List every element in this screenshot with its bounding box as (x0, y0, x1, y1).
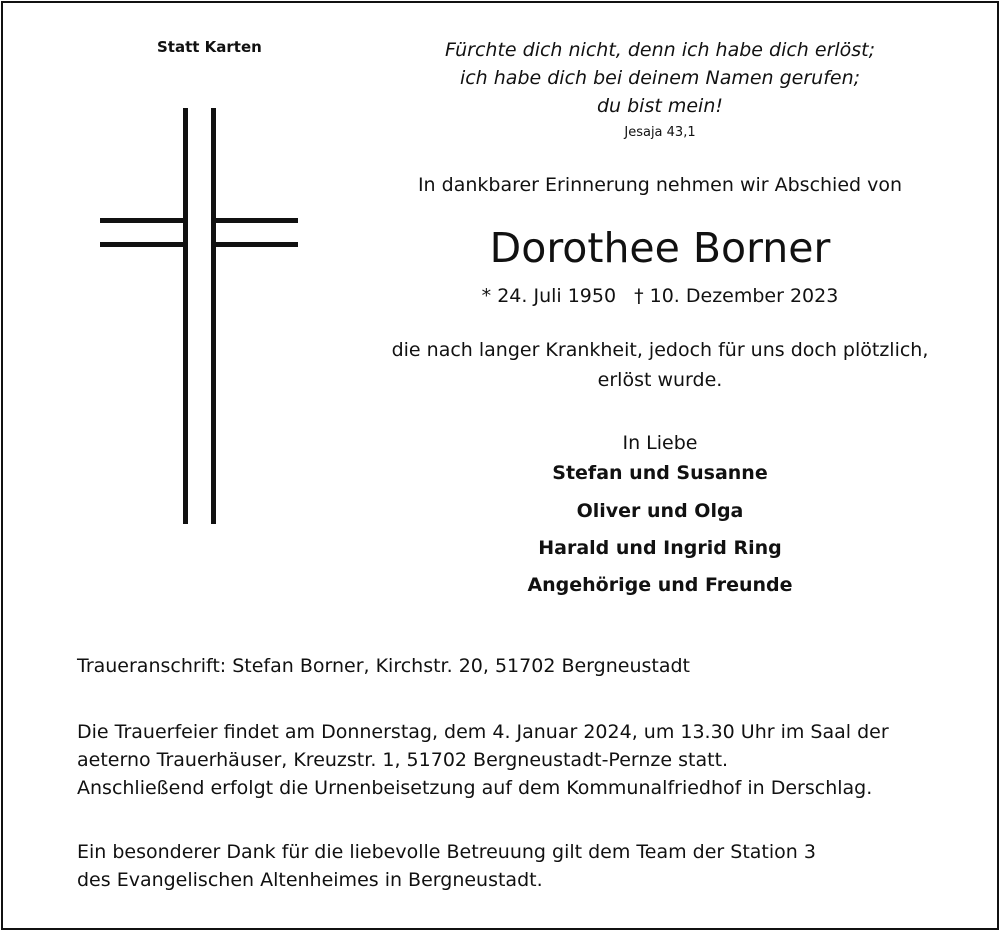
thanks-note (77, 838, 816, 894)
thanks-line: des Evangelischen Altenheimes in Bergneustadt. (77, 869, 543, 891)
phrase-line: die nach langer Krankheit, jedoch für uns doch plötzlich, (391, 339, 929, 361)
phrase-line: erlöst wurde. (597, 369, 723, 391)
life-dates (360, 285, 960, 307)
mourner-name: Harald und Ingrid Ring (538, 537, 782, 559)
cross-horizontal-top-right (211, 218, 298, 223)
cross-horizontal-bottom-right (211, 242, 298, 247)
birth-date: * 24. Juli 1950 (481, 285, 617, 307)
in-liebe-label: In Liebe (622, 432, 698, 454)
cross-vertical-right (211, 108, 216, 524)
death-date: † 10. Dezember 2023 (634, 285, 839, 307)
bible-verse (440, 36, 880, 120)
verse-line: ich habe dich bei deinem Namen gerufen; (459, 67, 861, 89)
verse-line: Fürchte dich nicht, denn ich habe dich erlöst; (444, 39, 876, 61)
intro-line: In dankbarer Erinnerung nehmen wir Abschied von (417, 174, 903, 196)
ceremony-line: aeterno Trauerhäuser, Kreuzstr. 1, 51702 Bergneustadt-Pernze statt. (77, 749, 729, 771)
statt-karten-label: Statt Karten (157, 38, 262, 56)
cross-horizontal-bottom-left (100, 242, 188, 247)
cross-vertical-left (183, 108, 188, 524)
mourning-address: Traueranschrift: Stefan Borner, Kirchstr. 20, 51702 Bergneustadt (77, 655, 690, 677)
thanks-line: Ein besonderer Dank für die liebevolle Betreuung gilt dem Team der Station 3 (77, 841, 816, 863)
deceased-name: Dorothee Borner (489, 224, 831, 272)
cross-horizontal-top-left (100, 218, 188, 223)
ceremony-line: Anschließend erfolgt die Urnenbeisetzung auf dem Kommunalfriedhof in Derschlag. (77, 777, 873, 799)
mourner-name: Angehörige und Freunde (527, 574, 793, 596)
mourner-name: Oliver und Olga (576, 500, 744, 522)
notice-phrase (360, 335, 960, 395)
ceremony-line: Die Trauerfeier findet am Donnerstag, dem 4. Januar 2024, um 13.30 Uhr im Saal der (77, 721, 889, 743)
verse-line: du bist mein! (596, 95, 723, 117)
cross-icon (100, 108, 300, 524)
mourner-name: Stefan und Susanne (552, 462, 768, 484)
ceremony-info (77, 718, 889, 802)
verse-reference: Jesaja 43,1 (624, 125, 696, 140)
